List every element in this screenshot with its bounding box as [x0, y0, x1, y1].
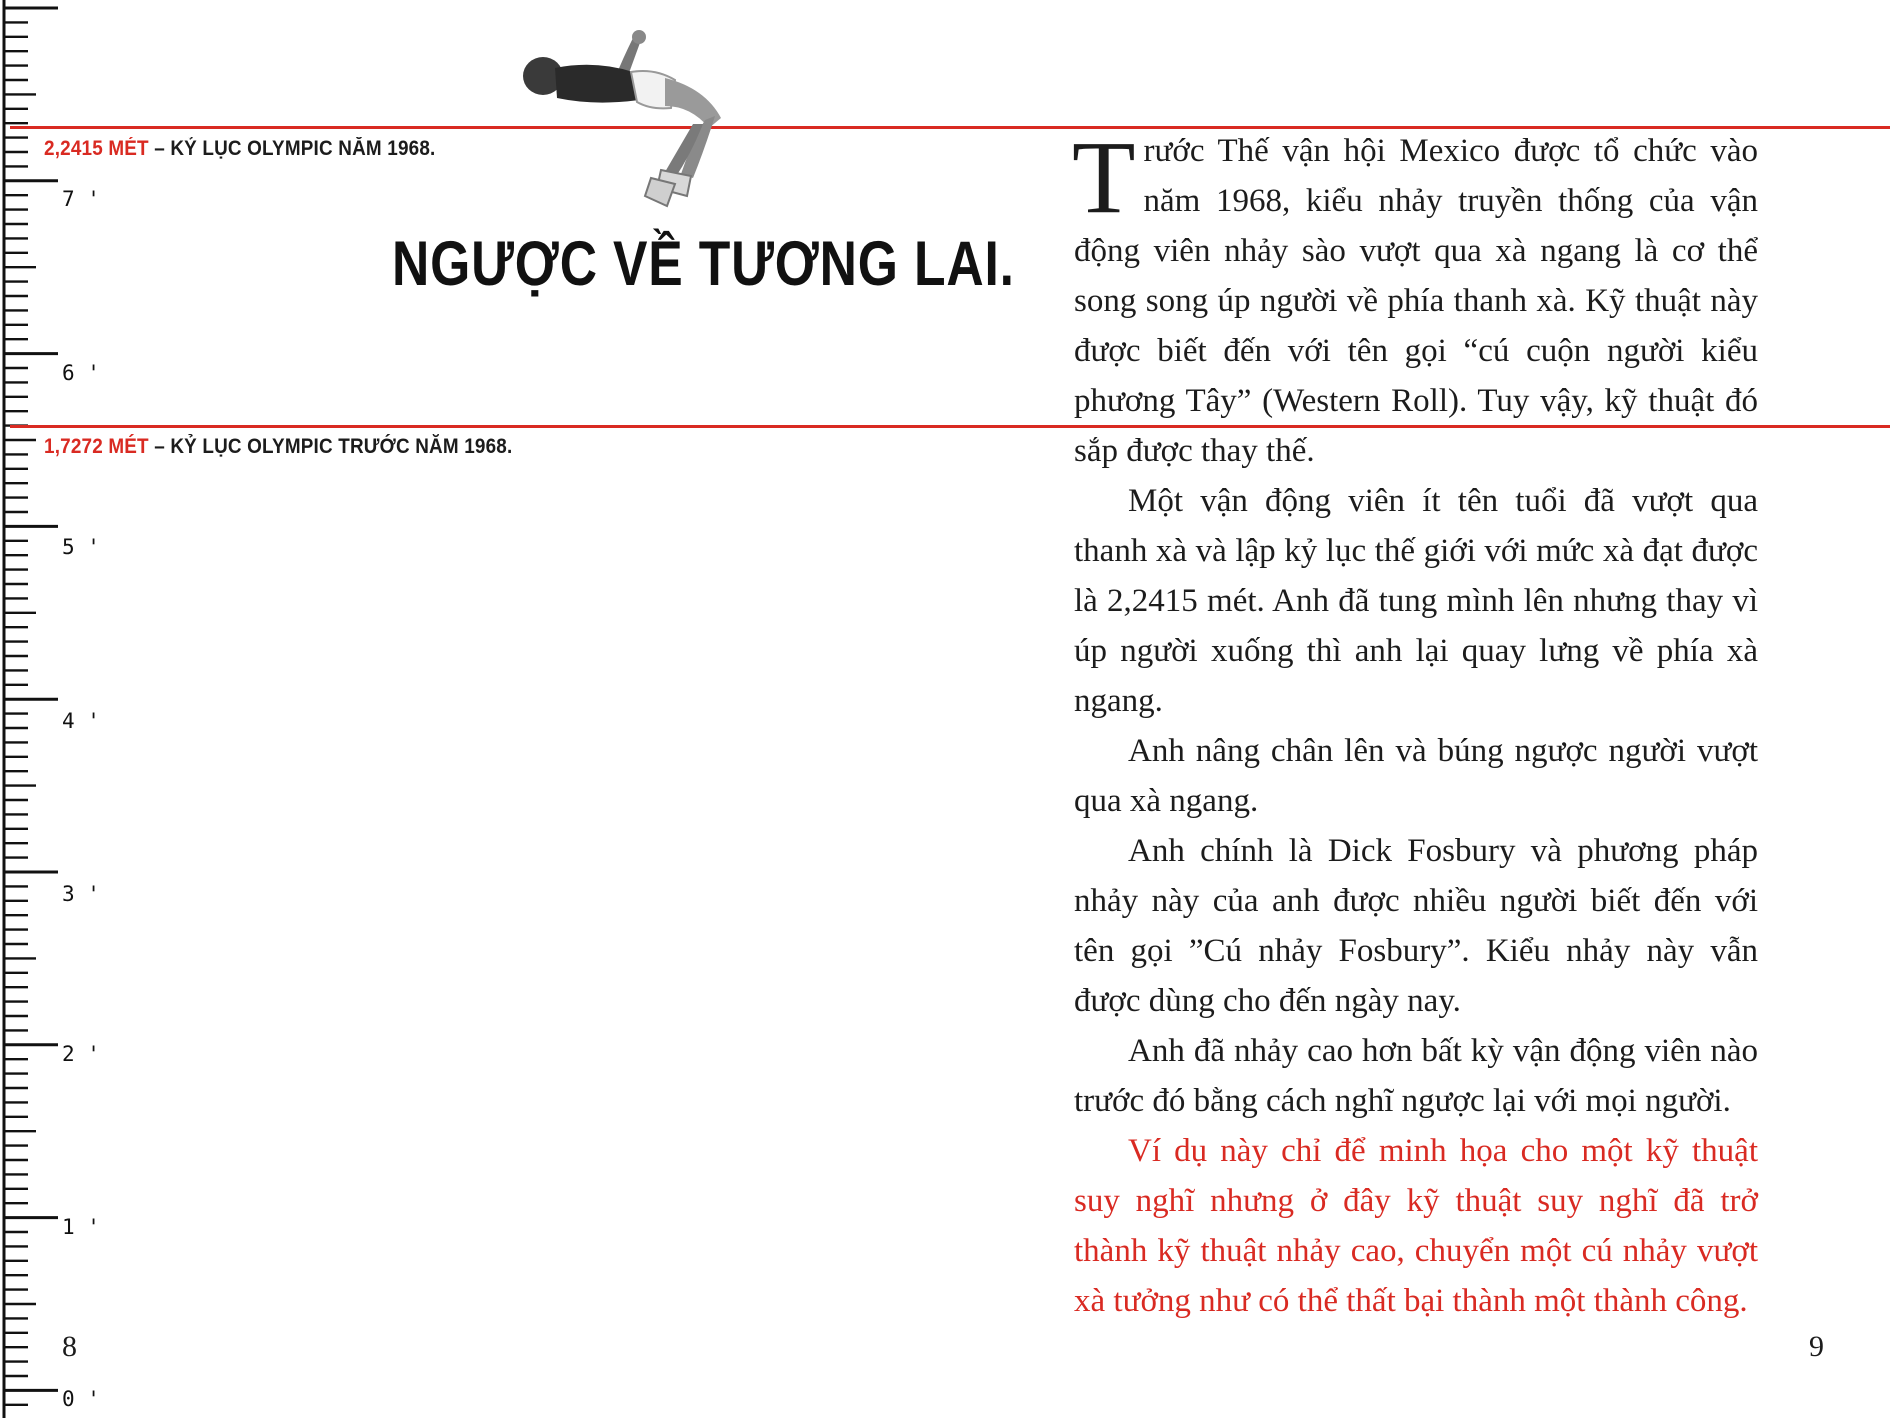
- paragraph-4: Anh chính là Dick Fosbury và phương pháp nhảy này của anh được nhiều người biết đến với tên gọi ”Cú nhảy Fosbury”. Kiểu nhảy này vẫn được dùng cho đến ngày nay.: [1074, 833, 1758, 1019]
- paragraph-1-text: rước Thế vận hội Mexico được tổ chức vào năm 1968, kiểu nhảy truyền thống của vận động viên nhảy sào vượt qua xà ngang là cơ thể song song úp người về phía thanh xà. Kỹ thuật này được biết đến với tên gọi “cú cuộn người kiểu phương Tây” (Western Roll). Tuy vậy, kỹ thuật đó sắp được thay thế.: [1074, 133, 1758, 469]
- paragraph-5: Anh đã nhảy cao hơn bất kỳ vận động viên nào trước đó bằng cách nghĩ ngược lại với mọi người.: [1074, 1033, 1758, 1119]
- record-measure: 1,7272 MÉT: [44, 435, 149, 458]
- ruler-label-7ft: 7 ': [62, 187, 100, 211]
- high-jumper-photo: [515, 28, 755, 228]
- page-number-left: 8: [62, 1330, 77, 1363]
- paragraph-6-highlight: Ví dụ này chỉ để minh họa cho một kỹ thuật suy nghĩ nhưng ở đây kỹ thuật suy nghĩ đã trở thành kỹ thuật nhảy cao, chuyển một cú nhảy vượt xà tưởng như có thể thất bại thành một thành công.: [1074, 1133, 1758, 1319]
- height-ruler: [0, 0, 110, 1418]
- ruler-label-2ft: 2 ': [62, 1042, 100, 1066]
- ruler-label-4ft: 4 ': [62, 709, 100, 733]
- ruler-label-0ft: 0 ': [62, 1387, 100, 1411]
- page-number-right: 9: [1809, 1330, 1824, 1363]
- record-label-1968: [44, 137, 435, 161]
- paragraph-3: Anh nâng chân lên và búng ngược người vượt qua xà ngang.: [1074, 733, 1758, 819]
- drop-cap: T: [1072, 120, 1136, 235]
- ruler-label-1ft: 1 ': [62, 1215, 100, 1239]
- ruler-label-6ft: 6 ': [62, 361, 100, 385]
- ruler-label-3ft: 3 ': [62, 882, 100, 906]
- record-text: – KỶ LỤC OLYMPIC TRƯỚC NĂM 1968.: [148, 435, 513, 458]
- article-body: [1072, 120, 1758, 1326]
- page-title: NGƯỢC VỀ TƯƠNG LAI.: [392, 229, 1015, 299]
- record-measure: 2,2415 MÉT: [44, 137, 149, 160]
- ruler-label-5ft: 5 ': [62, 535, 100, 559]
- paragraph-1: [1072, 120, 1758, 476]
- record-label-pre-1968: [44, 435, 512, 459]
- record-text: – KỶ LỤC OLYMPIC NĂM 1968.: [148, 137, 436, 160]
- paragraph-2: Một vận động viên ít tên tuổi đã vượt qua thanh xà và lập kỷ lục thế giới với mức xà đạt được là 2,2415 mét. Anh đã tung mình lên nhưng thay vì úp người xuống thì anh lại quay lưng về phía xà ngang.: [1074, 483, 1758, 719]
